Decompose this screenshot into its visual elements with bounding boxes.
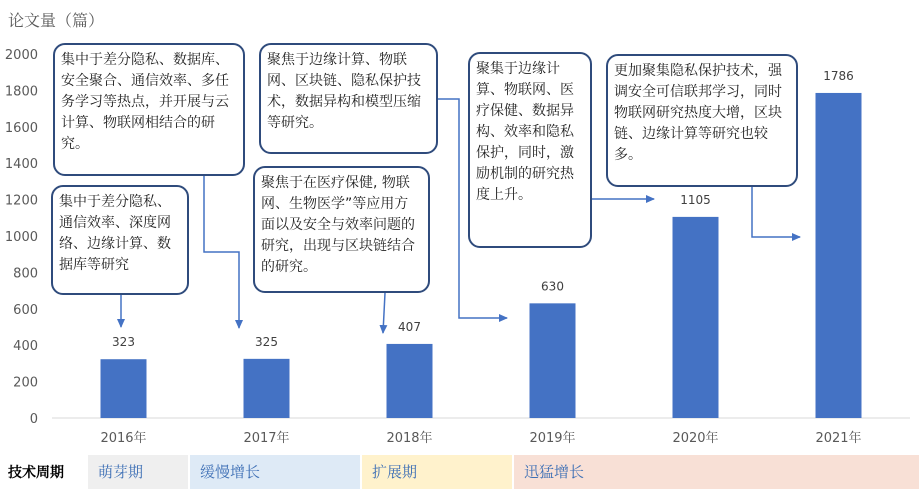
callout-2018: 聚焦于在医疗保健, 物联网、生物医学”等应用方面以及安全与效率问题的研究，出现与区块链结合的研究。 bbox=[253, 166, 430, 293]
connector-c2 bbox=[204, 176, 239, 328]
bar-2 bbox=[387, 344, 433, 418]
phase-expansion: 扩展期 bbox=[362, 455, 512, 489]
data-label-3: 630 bbox=[541, 279, 564, 294]
bar-0 bbox=[101, 359, 147, 418]
data-label-0: 323 bbox=[112, 335, 135, 350]
callout-2018-early: 聚焦于边缘计算、物联网、区块链、隐私保护技术，数据异构和模型压缩等研究。 bbox=[259, 43, 438, 154]
callout-2019: 聚集于边缘计算、物联网、医疗保健、数据异构、效率和隐私保护，同时，激励机制的研究热度上升。 bbox=[468, 52, 592, 248]
connector-c4 bbox=[383, 293, 385, 333]
callout-2016: 集中于差分隐私、通信效率、深度网络、边缘计算、数据库等研究 bbox=[51, 185, 189, 295]
phase-slow-growth: 缓慢增长 bbox=[190, 455, 360, 489]
y-tick-label: 200 bbox=[13, 375, 38, 391]
x-tick-label-2: 2018年 bbox=[386, 431, 433, 446]
x-tick-label-0: 2016年 bbox=[100, 431, 147, 446]
x-tick-label-3: 2019年 bbox=[529, 431, 576, 446]
y-tick-label: 2000 bbox=[4, 48, 38, 63]
phase-rapid-growth: 迅猛增长 bbox=[514, 455, 919, 489]
bar-4 bbox=[673, 217, 719, 418]
y-tick-label: 1400 bbox=[4, 157, 38, 173]
y-tick-label: 1200 bbox=[4, 193, 38, 209]
x-tick-label-4: 2020年 bbox=[672, 431, 719, 446]
y-tick-label: 800 bbox=[13, 266, 38, 282]
callout-2021: 更加聚集隐私保护技术，强调安全可信联邦学习，同时物联网研究热度大增，区块链、边缘计算等研究也较多。 bbox=[606, 54, 798, 187]
x-tick-label-5: 2021年 bbox=[815, 431, 862, 446]
y-tick-label: 0 bbox=[29, 412, 38, 427]
tech-cycle-row bbox=[0, 455, 919, 489]
y-tick-label: 600 bbox=[13, 302, 38, 318]
data-label-1: 325 bbox=[255, 334, 278, 349]
x-tick-label-1: 2017年 bbox=[243, 431, 290, 446]
bar-5 bbox=[816, 93, 862, 418]
y-axis-title: 论文量（篇） bbox=[8, 11, 105, 30]
y-tick-label: 1600 bbox=[4, 120, 38, 136]
y-tick-label: 1000 bbox=[4, 230, 38, 245]
y-tick-label: 1800 bbox=[4, 84, 38, 100]
phase-sprout: 萌芽期 bbox=[88, 455, 188, 489]
bar-1 bbox=[244, 359, 290, 418]
tech-cycle-title: 技术周期 bbox=[8, 465, 64, 481]
bar-3 bbox=[530, 303, 576, 418]
data-label-2: 407 bbox=[398, 319, 421, 334]
y-tick-label: 400 bbox=[13, 339, 38, 355]
connector-c6 bbox=[752, 187, 800, 237]
data-label-5: 1786 bbox=[823, 68, 854, 83]
callout-2017-early: 集中于差分隐私、数据库、安全聚合、通信效率、多任务学习等热点，并开展与云计算、物联网相结合的研究。 bbox=[53, 43, 245, 176]
data-label-4: 1105 bbox=[680, 192, 711, 207]
